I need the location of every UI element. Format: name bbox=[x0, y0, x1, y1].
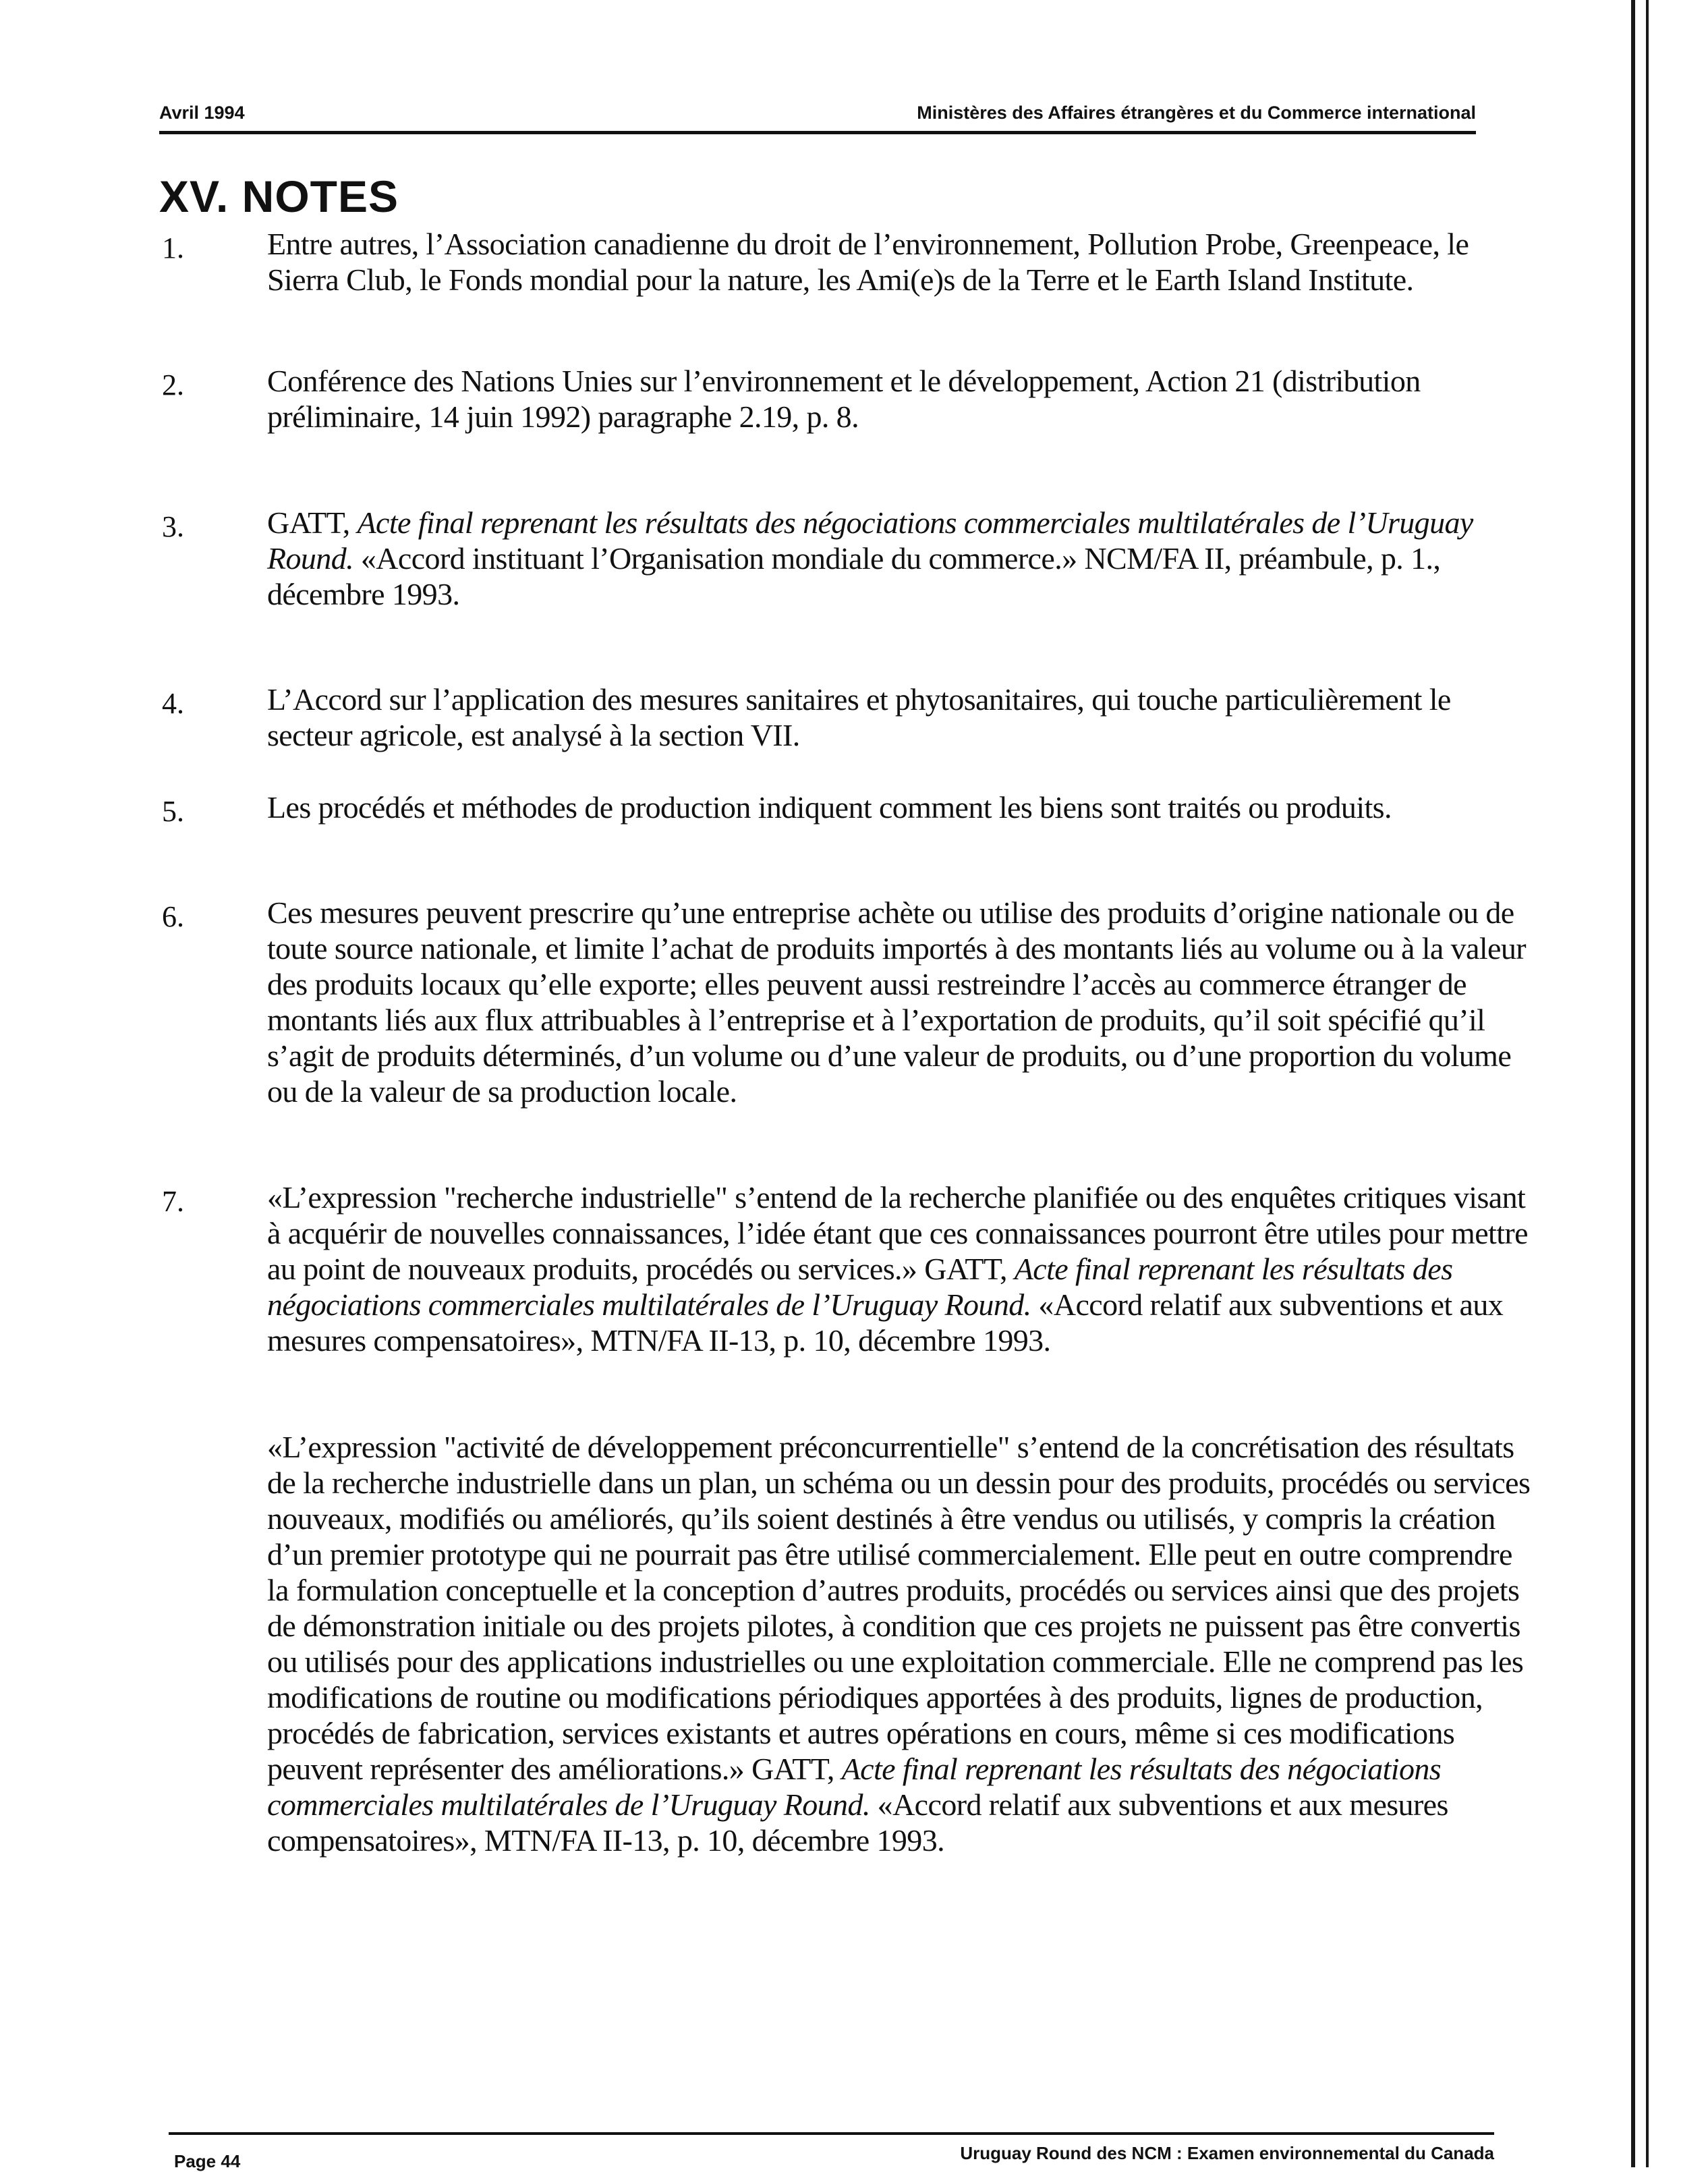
note-text-run: «Accord relatif aux subventions et aux mesures compensatoires», MTN/FA II-13, p. 10, décembre 1993. bbox=[267, 1287, 1504, 1358]
note-number: 2. bbox=[162, 368, 184, 401]
note-text: Conférence des Nations Unies sur l’environnement et le développement, Action 21 (distribution préliminaire, 14 juin 1992) paragraphe 2.19, p. 8. bbox=[267, 364, 1421, 434]
note-text-run: «L’expression "recherche industrielle" s’entend de la recherche planifiée ou des enquêtes critiques visant à acquérir de nouvelles connaissances, l’idée étant que ces connaissances pourront être utiles pour mettre au point de nouveaux produits, procédés ou services.» GATT, bbox=[267, 1180, 1528, 1286]
note-text-continued bbox=[267, 1429, 1535, 1858]
note-text-run: «Accord instituant l’Organisation mondiale du commerce.» NCM/FA II, préambule, p. 1., décembre 1993. bbox=[267, 541, 1441, 611]
note-title-italic: Acte final reprenant les résultats des négociations commerciales multilatérales de l’Uruguay Round. bbox=[267, 505, 1473, 576]
note-number: 5. bbox=[162, 795, 184, 828]
header-ministry: Ministères des Affaires étrangères et du Commerce international bbox=[917, 103, 1476, 123]
note-text: L’Accord sur l’application des mesures sanitaires et phytosanitaires, qui touche particulièrement le secteur agricole, est analysé à la section VII. bbox=[267, 682, 1451, 752]
note-text-run: «L’expression "activité de développement préconcurrentielle" s’entend de la concrétisation des résultats de la recherche industrielle dans un plan, un schéma ou un dessin pour des produits, procédés ou services nouveaux, modifiés ou améliorés, qu’ils soient destinés à être vendus ou utilisés, y compris la création d’un premier prototype qui ne pourrait pas être utilisé commercialement. Elle peut en outre comprendre la formulation conceptuelle et la conception d’autres produits, procédés ou services ainsi que des projets de démonstration initiale ou des projets pilotes, à condition que ces projets ne puissent pas être convertis ou utilisés pour des applications industrielles ou une exploitation commerciale. Elle ne comprend pas les modifications de routine ou modifications périodiques apportées à des produits, lignes de production, procédés de fabrication, services existants et autres opérations en cours, même si ces modifications peuvent représenter des améliorations.» GATT, bbox=[267, 1430, 1531, 1786]
note-text: Ces mesures peuvent prescrire qu’une entreprise achète ou utilise des produits d’origine nationale ou de toute source nationale, et limite l’achat de produits importés à des montants liés au volume ou à la valeur des produits locaux qu’elle exporte; elles peuvent aussi restreindre l’accès au commerce étranger de montants liés aux flux attribuables à l’entreprise et à l’exportation de produits, qu’il soit spécifié qu’il s’agit de produits déterminés, d’un volume ou d’une valeur de produits, ou d’une proportion du volume ou de la valeur de sa production locale. bbox=[267, 895, 1526, 1109]
footer-rule bbox=[169, 2132, 1494, 2135]
note-text bbox=[267, 505, 1535, 612]
footer-title: Uruguay Round des NCM : Examen environnemental du Canada bbox=[960, 2143, 1494, 2163]
note-number: 1. bbox=[162, 231, 184, 264]
note-text: Entre autres, l’Association canadienne du droit de l’environnement, Pollution Probe, Greenpeace, le Sierra Club, le Fonds mondial pour la nature, les Ami(e)s de la Terre et le Earth Island Institute. bbox=[267, 227, 1469, 297]
right-edge-rule bbox=[1631, 0, 1635, 2167]
note-number: 4. bbox=[162, 687, 184, 720]
note-text-run: «Accord relatif aux subventions et aux mesures compensatoires», MTN/FA II-13, p. 10, décembre 1993. bbox=[267, 1787, 1448, 1858]
section-title: XV. NOTES bbox=[159, 171, 399, 221]
note-text: Les procédés et méthodes de production indiquent comment les biens sont traités ou produits. bbox=[267, 790, 1392, 825]
header-rule bbox=[159, 131, 1476, 134]
note-title-italic: Acte final reprenant les résultats des négociations commerciales multilatérales de l’Uruguay Round. bbox=[267, 1252, 1453, 1322]
note-title-italic: Acte final reprenant les résultats des négociations commerciales multilatérales de l’Uruguay Round. bbox=[267, 1752, 1442, 1822]
note-number: 3. bbox=[162, 510, 184, 543]
note-text bbox=[267, 1179, 1535, 1358]
note-number: 6. bbox=[162, 900, 184, 933]
page-number: Page 44 bbox=[174, 2151, 241, 2171]
note-text-run: GATT, bbox=[267, 505, 358, 540]
right-edge-rule-inner bbox=[1646, 0, 1649, 2167]
header-date: Avril 1994 bbox=[159, 103, 245, 123]
note-number: 7. bbox=[162, 1185, 184, 1218]
